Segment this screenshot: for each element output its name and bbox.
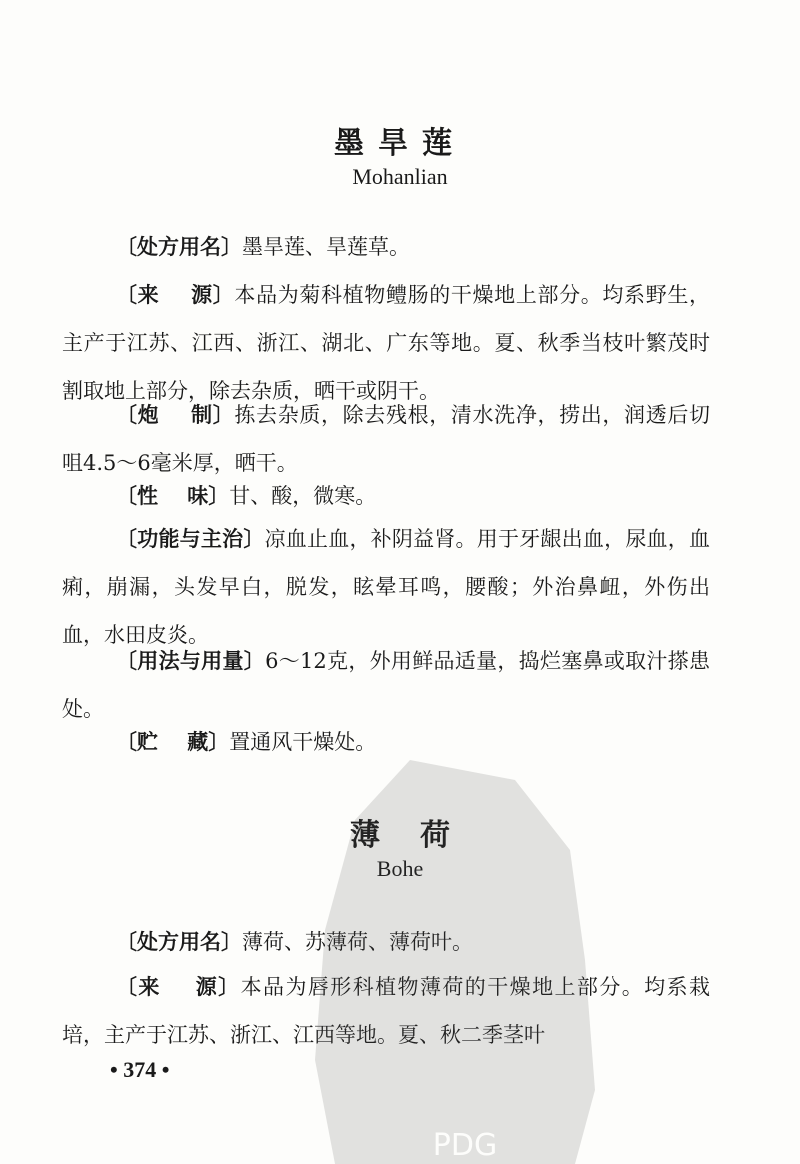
entry-pinyin: Mohanlian: [352, 164, 448, 189]
section-text: 薄荷、苏薄荷、薄荷叶。: [242, 930, 473, 954]
section-prescription-names: [62, 918, 710, 966]
section-label: 〔来 源〕: [116, 283, 235, 307]
section-label: 〔性 味〕: [116, 484, 230, 508]
section-text: 拣去杂质，除去残根，清水洗净，捞出，润透后切咀4.5～6毫米厚，晒干。: [62, 403, 710, 475]
section-storage: [62, 718, 710, 766]
section-label: 〔贮 藏〕: [116, 730, 230, 754]
section-label: 〔处方用名〕: [116, 930, 242, 954]
section-text: 墨旱莲、旱莲草。: [242, 235, 410, 259]
section-prescription-names: [62, 223, 710, 271]
section-text: 本品为菊科植物鳢肠的干燥地上部分。均系野生，主产于江苏、江西、浙江、湖北、广东等地。夏、秋季当枝叶繁茂时割取地上部分，除去杂质，晒干或阴干。: [62, 283, 710, 403]
section-nature-flavor: [62, 472, 710, 520]
section-text: 凉血止血，补阴益肾。用于牙龈出血，尿血，血痢，崩漏，头发早白，脱发，眩晕耳鸣，腰酸；外治鼻衄，外伤出血，水田皮炎。: [62, 527, 711, 647]
section-source: [62, 963, 710, 1059]
section-label: 〔来 源〕: [116, 975, 241, 999]
entry-pinyin: Bohe: [376, 856, 424, 881]
entry-title: 薄荷: [350, 818, 490, 853]
section-label: 〔处方用名〕: [116, 235, 242, 259]
section-text: 6～12克，外用鲜品适量，捣烂塞鼻或取汁搽患处。: [62, 649, 710, 721]
page-number: • 374 •: [110, 1057, 170, 1082]
section-text: 甘、酸，微寒。: [229, 484, 377, 508]
section-text: 置通风干燥处。: [229, 730, 377, 754]
watermark-text: PDG: [432, 1128, 498, 1163]
section-text: 本品为唇形科植物薄荷的干燥地上部分。均系栽培，主产于江苏、浙江、江西等地。夏、秋二季茎叶: [62, 975, 711, 1047]
section-label: 〔功能与主治〕: [116, 527, 265, 551]
entry-title: 墨旱莲: [334, 126, 466, 161]
section-label: 〔炮 制〕: [116, 403, 235, 427]
section-label: 〔用法与用量〕: [116, 649, 266, 673]
